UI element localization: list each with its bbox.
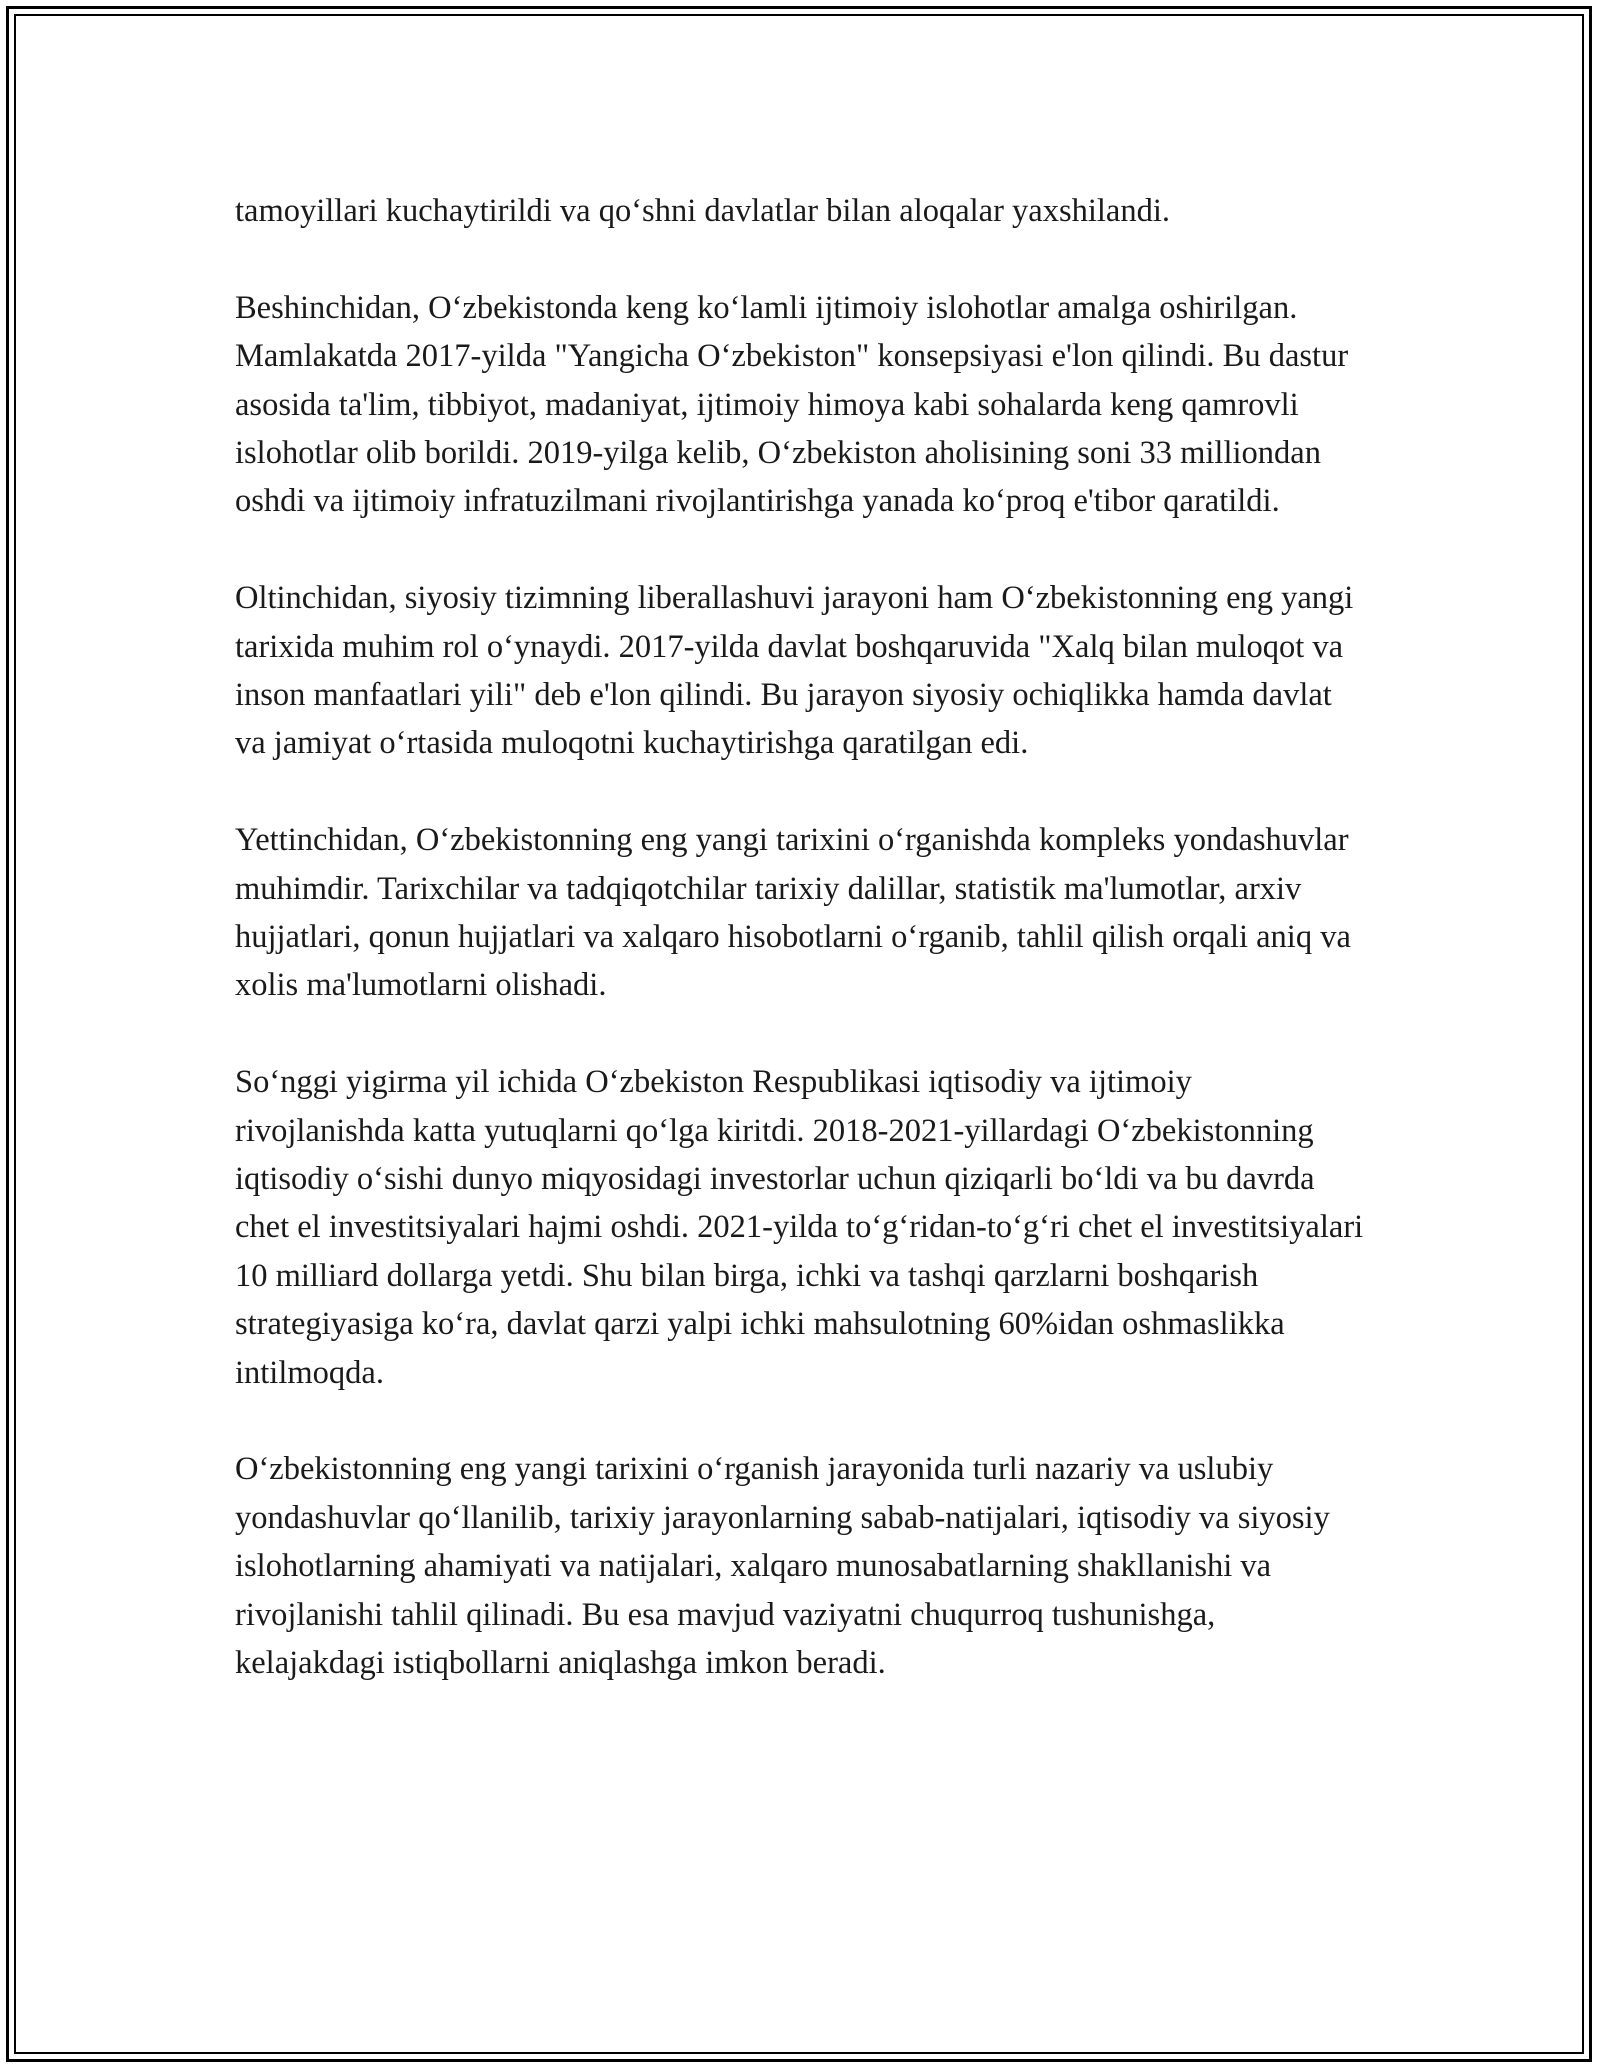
paragraph-5: So‘nggi yigirma yil ichida O‘zbekiston Respublikasi iqtisodiy va ijtimoiy rivojlanishda katta yutuqlarni qo‘lga kiritdi. 2018-2021-yillardagi O‘zbekistonning iqtisodiy o‘sishi dunyo miqyosidagi investorlar uchun qiziqarli bo‘ldi va bu davrda chet el investitsiyalari hajmi oshdi. 2021-yilda to‘g‘ridan-to‘g‘ri chet el investitsiyalari 10 milliard dollarga yetdi. Shu bilan birga, ichki va tashqi qarzlarni boshqarish strategiyasiga ko‘ra, davlat qarzi yalpi ichki mahsulotning 60%idan oshmaslikka intilmoqda. [235, 1064, 1364, 1391]
paragraph-4: Yettinchidan, O‘zbekistonning eng yangi tarixini o‘rganishda kompleks yondashuvlar muhimdir. Tarixchilar va tadqiqotchilar tarixiy dalillar, statistik ma'lumotlar, arxiv hujjatlari, qonun hujjatlari va xalqaro hisobotlarni o‘rganib, tahlil qilish orqali aniq va xolis ma'lumotlarni olishadi. [235, 822, 1351, 1004]
paragraph-3: Oltinchidan, siyosiy tizimning liberallashuvi jarayoni ham O‘zbekistonning eng yangi tarixida muhim rol o‘ynaydi. 2017-yilda davlat boshqaruvida "Xalq bilan muloqot va inson manfaatlari yili" deb e'lon qilindi. Bu jarayon siyosiy ochiqlikka hamda davlat va jamiyat o‘rtasida muloqotni kuchaytirishga qaratilgan edi. [235, 580, 1354, 762]
paragraph-1: tamoyillari kuchaytirildi va qo‘shni davlatlar bilan aloqalar yaxshilandi. [235, 193, 1171, 229]
document-body [235, 187, 1365, 1688]
paragraph-6: O‘zbekistonning eng yangi tarixini o‘rganish jarayonida turli nazariy va uslubiy yondashuvlar qo‘llanilib, tarixiy jarayonlarning sabab-natijalari, iqtisodiy va siyosiy islohotlarning ahamiyati va natijalari, xalqaro munosabatlarning shakllanishi va rivojlanishi tahlil qilinadi. Bu esa mavjud vaziyatni chuqurroq tushunishga, kelajakdagi istiqbollarni aniqlashga imkon beradi. [235, 1451, 1330, 1682]
paragraph-2: Beshinchidan, O‘zbekistonda keng ko‘lamli ijtimoiy islohotlar amalga oshirilgan. Mamlakatda 2017-yilda "Yangicha O‘zbekiston" konsepsiyasi e'lon qilindi. Bu dastur asosida ta'lim, tibbiyot, madaniyat, ijtimoiy himoya kabi sohalarda keng qamrovli islohotlar olib borildi. 2019-yilga kelib, O‘zbekiston aholisining soni 33 milliondan oshdi va ijtimoiy infratuzilmani rivojlantirishga yanada ko‘proq e'tibor qaratildi. [235, 289, 1349, 520]
